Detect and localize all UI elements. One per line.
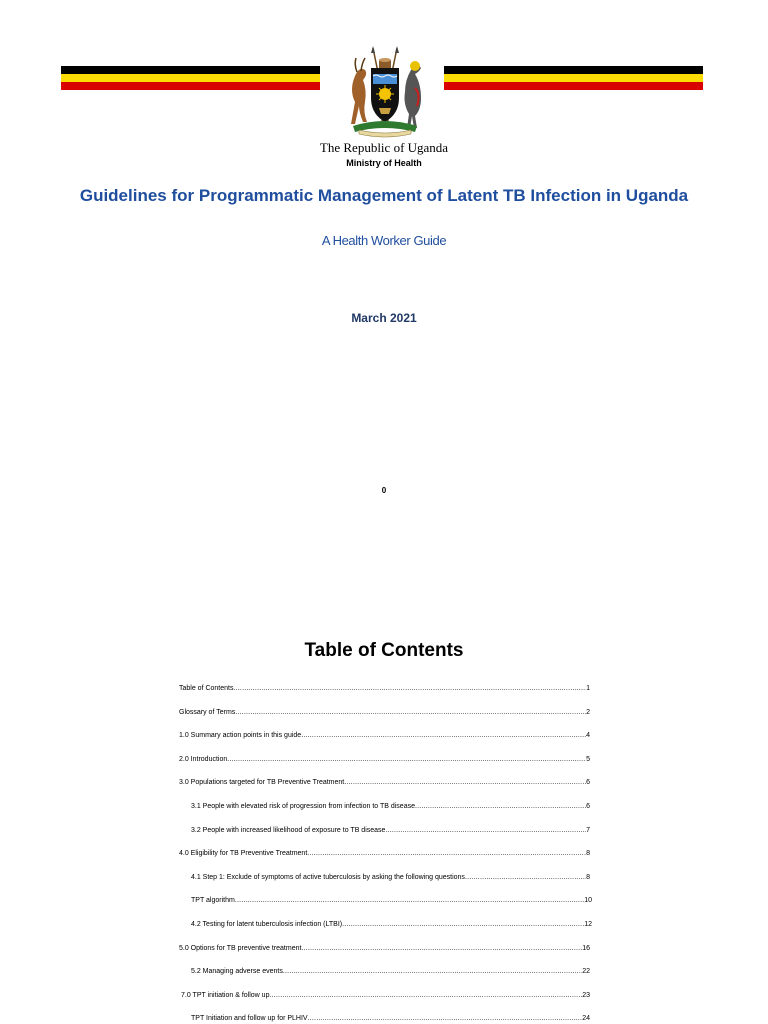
toc-entry-label: 5.2 Managing adverse events [191,968,283,976]
toc-entry-label: 3.0 Populations targeted for TB Preventive Treatment [179,779,345,787]
toc-entry-page: 7 [586,826,590,834]
toc-entry[interactable] [191,1014,590,1024]
toc-heading: Table of Contents [304,640,464,661]
page-number: 0 [381,486,387,495]
toc-entry[interactable] [191,967,590,977]
ministry-name: Ministry of Health [346,158,422,168]
coat-of-arms-icon [335,44,435,138]
toc-entry-page: 2 [586,708,590,716]
toc-leader-dots [227,755,586,765]
toc-entry-page: 8 [586,850,590,858]
toc-entry-label: 5.0 Options for TB preventive treatment [179,944,302,952]
toc-entry-label: 7.0 TPT initiation & follow up [181,991,270,999]
document-title: Guidelines for Programmatic Management of Latent TB Infection in Uganda [79,186,689,205]
toc-entry-page: 24 [582,1015,590,1023]
toc-entry[interactable] [191,896,592,906]
toc-entry[interactable] [179,708,590,718]
toc-entry-label: 4.1 Step 1: Exclude of symptoms of active tuberculosis by asking the following questions [191,873,465,881]
toc-leader-dots [415,802,586,812]
toc-leader-dots [307,849,586,859]
toc-leader-dots [344,778,586,788]
toc-entry-page: 23 [582,991,590,999]
toc-entry[interactable] [191,920,592,930]
toc-entry-label: 1.0 Summary action points in this guide [179,732,302,740]
toc-entry-page: 22 [582,968,590,976]
toc-entry[interactable] [179,944,590,954]
toc-entry[interactable] [179,731,590,741]
toc-entry-page: 4 [586,732,590,740]
toc-entry-page: 5 [586,755,590,763]
toc-entry[interactable] [179,755,590,765]
toc-entry-page: 1 [586,685,590,692]
toc-entry-page: 6 [586,779,590,787]
toc-leader-dots [342,920,584,930]
flag-stripes-left [61,66,320,90]
toc-entry-label: TPT Initiation and follow up for PLHIV [191,1015,308,1023]
toc-entry[interactable] [179,778,590,788]
toc-entry[interactable] [191,826,590,836]
toc-entry[interactable] [191,873,590,883]
toc-leader-dots [283,967,582,977]
toc-leader-dots [235,896,584,906]
toc-entry-label: TPT algorithm [191,897,235,905]
document-subtitle: A Health Worker Guide [321,233,447,248]
toc-entry-page: 10 [584,897,592,905]
toc-leader-dots [269,991,582,1001]
toc-entry-label: Glossary of Terms [179,708,236,716]
toc-entry-label: 4.0 Eligibility for TB Preventive Treatment [179,850,308,858]
toc-leader-dots [233,684,586,694]
toc-leader-dots [385,826,586,836]
toc-entry-label: 3.1 People with elevated risk of progression from infection to TB disease [191,803,415,810]
toc-leader-dots [301,944,582,954]
toc-leader-dots [308,1014,583,1024]
toc-leader-dots [235,708,586,718]
republic-name: The Republic of Uganda [319,140,449,155]
toc-leader-dots [301,731,586,741]
toc-entry-label: 4.2 Testing for latent tuberculosis infection (LTBI) [191,921,343,928]
flag-stripes-right [444,66,703,90]
toc-entry-page: 16 [582,944,590,952]
toc-entry-page: 12 [584,921,592,928]
toc-leader-dots [465,873,586,883]
toc-entry-page: 6 [586,803,590,810]
publication-date: March 2021 [351,311,417,325]
toc-entry-label: 3.2 People with increased likelihood of exposure to TB disease [191,826,386,834]
toc-entry[interactable] [181,991,590,1001]
toc-entry[interactable] [191,802,590,812]
toc-entry[interactable] [179,849,590,859]
toc-entry-label: 2.0 Introduction [179,755,228,763]
toc-entry-page: 8 [586,873,590,881]
toc-entry[interactable] [179,684,590,694]
toc-entry-label: Table of Contents [179,685,234,692]
